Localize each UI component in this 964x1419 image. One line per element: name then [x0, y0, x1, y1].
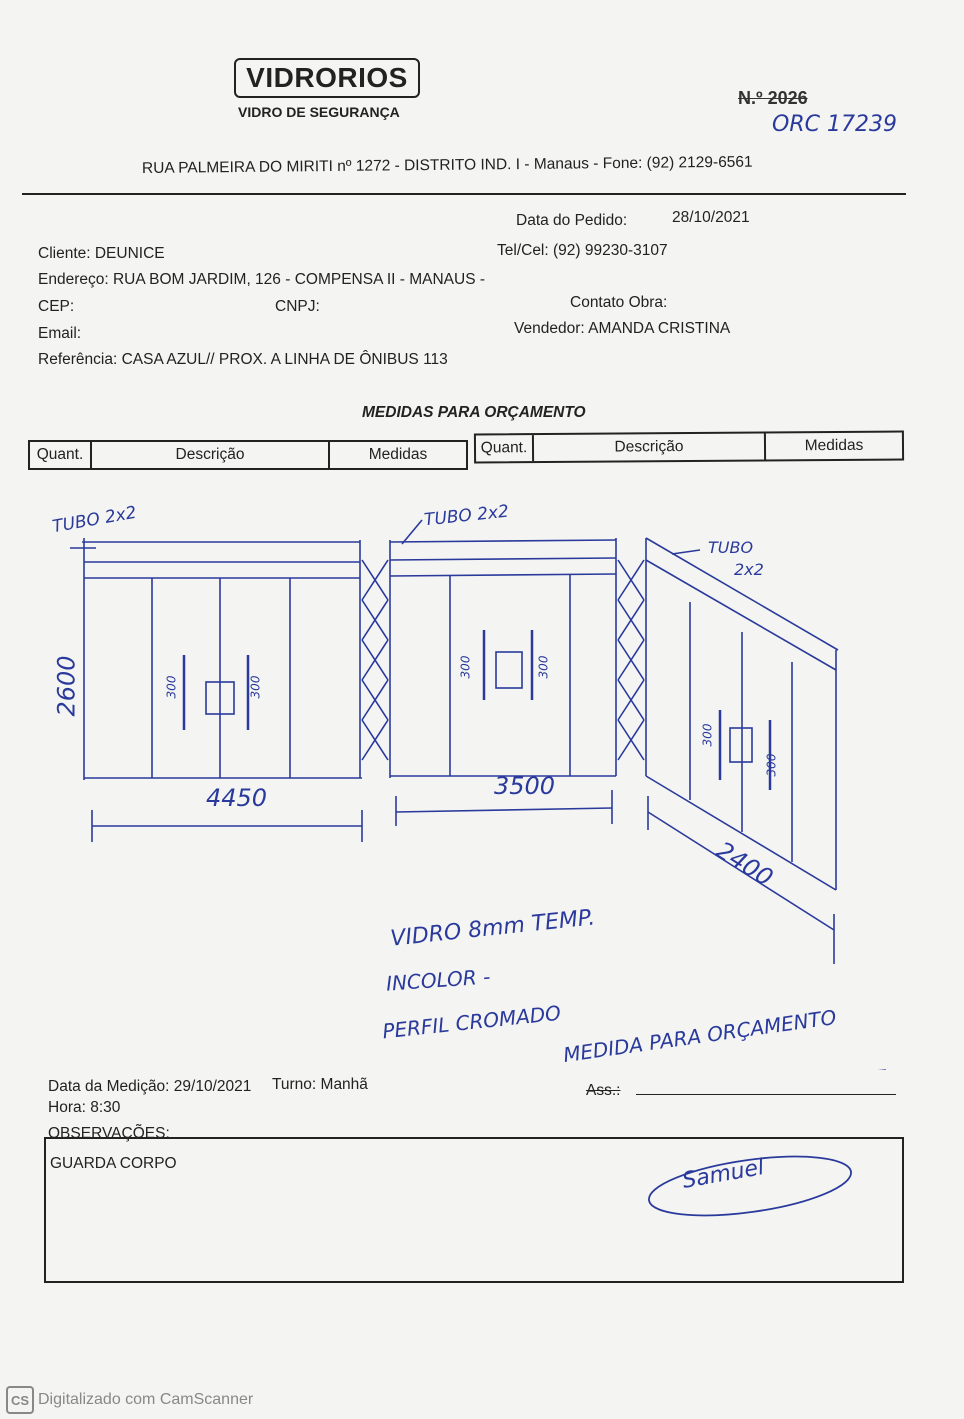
handle-size: 300	[164, 675, 179, 699]
scanner-text: Digitalizado com CamScanner	[38, 1391, 254, 1408]
handle-size: 300	[764, 753, 779, 777]
handle-size: 300	[700, 723, 715, 747]
turno-field: Turno: Manhã	[272, 1076, 368, 1093]
note-medida: MEDIDA PARA ORÇAMENTO	[561, 1004, 838, 1068]
table-header-left	[28, 440, 468, 470]
observacoes-text: GUARDA CORPO	[50, 1155, 177, 1172]
observacoes-label: OBSERVAÇÕES:	[48, 1125, 170, 1142]
company-tagline: VIDRO DE SEGURANÇA	[238, 104, 400, 120]
ass-label: Ass.:	[586, 1082, 621, 1099]
data-pedido-value: 28/10/2021	[672, 209, 750, 226]
company-address: RUA PALMEIRA DO MIRITI nº 1272 - DISTRITO IND. I - Manaus - Fone: (92) 2129-6561	[141, 153, 753, 177]
note-glass: VIDRO 8mm TEMP.	[389, 905, 597, 952]
note-profile: PERFIL CROMADO	[381, 1000, 562, 1044]
tubo-right-label: TUBO	[708, 538, 754, 557]
width-middle-dimension: 3500	[494, 772, 556, 800]
width-right-dimension: 2400	[711, 835, 778, 893]
camscanner-icon: CS	[6, 1386, 34, 1414]
data-medicao-field: Data da Medição: 29/10/2021	[48, 1078, 252, 1095]
section-title: MEDIDAS PARA ORÇAMENTO	[362, 404, 586, 421]
email-field: Email:	[38, 325, 82, 342]
referencia-field: Referência: CASA AZUL// PROX. A LINHA DE ÔNIBUS 113	[38, 351, 448, 368]
table-header-right	[474, 430, 904, 463]
cep-field: CEP:	[38, 298, 75, 315]
contato-obra-field: Contato Obra:	[570, 294, 668, 311]
hora-field: Hora: 8:30	[48, 1099, 121, 1116]
col-medidas: Medidas	[368, 446, 428, 463]
cnpj-field: CNPJ:	[275, 298, 320, 315]
scanner-watermark	[6, 1386, 253, 1414]
tubo-left-label: TUBO 2x2	[50, 502, 139, 538]
vendedor-field: Vendedor: AMANDA CRISTINA	[514, 320, 731, 337]
ass-line	[636, 1094, 896, 1095]
col-quant: Quant.	[30, 442, 92, 468]
tubo-right-size: 2x2	[734, 560, 764, 579]
width-left-dimension: 4450	[206, 784, 268, 812]
handle-size: 300	[458, 655, 473, 679]
col-descricao: Descrição	[92, 442, 330, 468]
note-color: INCOLOR -	[385, 964, 492, 996]
orc-number: ORC 17239	[772, 112, 897, 137]
col-medidas: Medidas	[804, 436, 864, 455]
company-logo: VIDRORIOS	[234, 58, 420, 98]
endereco-field: Endereço: RUA BOM JARDIM, 126 - COMPENSA II - MANAUS -	[38, 271, 486, 288]
data-pedido-label: Data do Pedido:	[516, 212, 628, 229]
signature-text: Samuel	[680, 1155, 767, 1194]
tubo-middle-label: TUBO 2x2	[423, 501, 510, 531]
col-descricao: Descrição	[534, 433, 766, 461]
telcel-field: Tel/Cel: (92) 99230-3107	[497, 242, 668, 259]
handle-size: 300	[248, 675, 263, 699]
col-quant: Quant.	[476, 435, 534, 461]
height-dimension: 2600	[52, 655, 81, 717]
header-divider	[22, 193, 906, 195]
handle-size: 300	[536, 655, 551, 679]
form-number: N.º 2026	[738, 88, 808, 108]
cliente-field: Cliente: DEUNICE	[38, 245, 165, 262]
